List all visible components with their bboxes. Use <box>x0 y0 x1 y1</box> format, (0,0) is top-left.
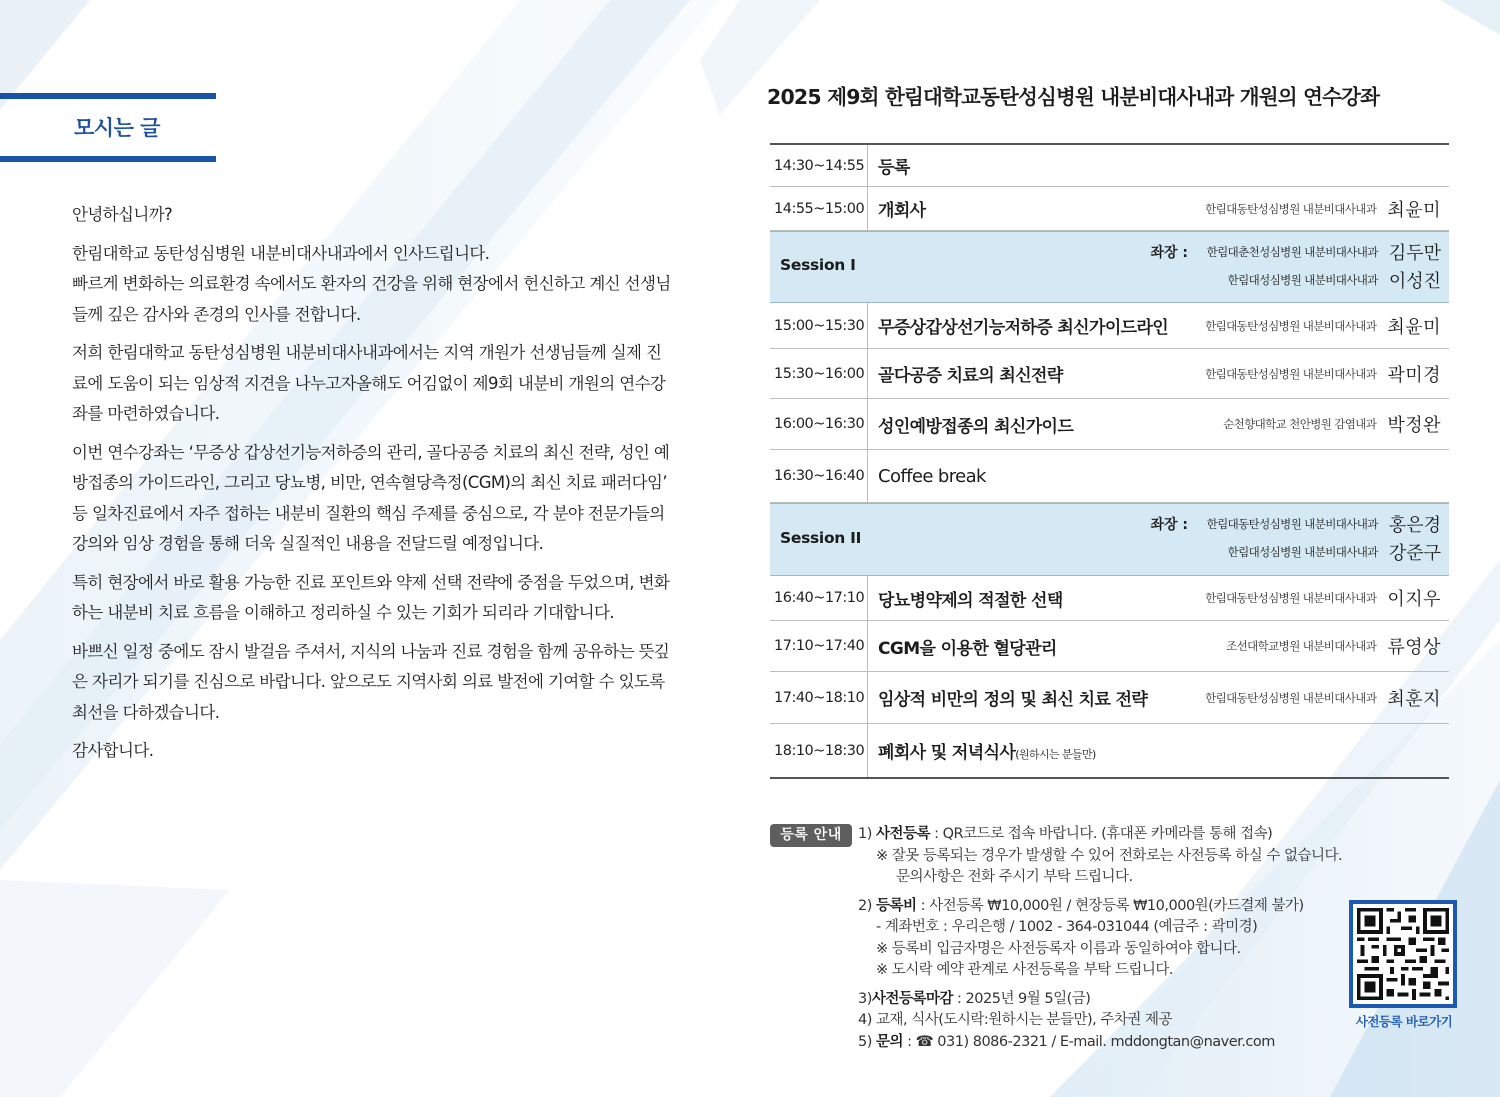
item-number: 5) <box>858 1033 872 1050</box>
section-title: 모시는 글 <box>74 116 160 140</box>
schedule-row <box>770 349 1449 399</box>
row-time: 17:40~18:10 <box>770 672 868 723</box>
schedule-row <box>770 187 1449 231</box>
topic-text: 폐회사 및 저녁식사 <box>878 743 1016 763</box>
row-time: 14:30~14:55 <box>770 145 868 186</box>
reg-note: ※ 잘못 등록되는 경우가 발생할 수 있어 전화로는 사전등록 하실 수 없습니다. <box>876 847 1343 864</box>
speaker <box>1205 585 1441 611</box>
chair-affiliation: 한림대성심병원 내분비대사내과 <box>1227 545 1378 559</box>
item-label: 문의 <box>876 1033 904 1050</box>
row-time: 16:40~17:10 <box>770 576 868 620</box>
speaker-affiliation: 한림대동탄성심병원 내분비대사내과 <box>1205 366 1377 381</box>
reg-note: ※ 도시락 예약 관계로 사전등록을 부탁 드립니다. <box>876 962 1174 978</box>
letter-paragraph: 감사합니다. <box>72 741 154 760</box>
speaker-affiliation: 한림대동탄성심병원 내분비대사내과 <box>1205 690 1377 705</box>
row-time: 16:00~16:30 <box>770 399 868 449</box>
speaker <box>1205 196 1441 222</box>
greeting: 안녕하십니까? <box>72 205 173 224</box>
schedule-row <box>770 303 1449 349</box>
row-time: 14:55~15:00 <box>770 187 868 230</box>
chair-label: 좌장 : <box>1150 517 1188 533</box>
schedule-table <box>770 143 1449 779</box>
chair <box>1207 239 1441 265</box>
topic-note: (원하시는 분들만) <box>1015 748 1096 761</box>
reg-item-1 <box>858 824 1458 846</box>
chair-name: 홍은경 <box>1388 515 1441 536</box>
reg-item-5 <box>858 1032 1458 1054</box>
chair <box>1207 511 1441 537</box>
program-title: 2025 제9회 한림대학교동탄성심병원 내분비대사내과 개원의 연수강좌 <box>767 85 1380 109</box>
schedule-row <box>770 399 1449 450</box>
title-bar-top <box>0 93 216 99</box>
item-text: : 2025년 9월 5일(금) <box>952 990 1091 1007</box>
reg-note: 문의사항은 전화 주시기 부탁 드립니다. <box>896 869 1133 885</box>
letter-paragraph: 특히 현장에서 바로 활용 가능한 진료 포인트와 약제 선택 전략에 중점을 두었으며, 변화하는 내분비 치료 흐름을 이해하고 정리하실 수 있는 기회가 되리라 기대합니다. <box>72 572 670 622</box>
speaker-affiliation: 한림대동탄성심병원 내분비대사내과 <box>1205 318 1377 333</box>
chair-name: 김두만 <box>1388 243 1441 264</box>
reg-note: - 계좌번호 : 우리은행 / 1002 - 364-031044 (예금주 : 곽미경) <box>876 919 1258 935</box>
row-topic: 무증상갑상선기능저하증 최신가이드라인 <box>878 318 1169 338</box>
speaker <box>1223 411 1441 437</box>
letter-paragraph: 이번 연수강좌는 ‘무증상 갑상선기능저하증의 관리, 골다공증 치료의 최신 전략, 성인 예방접종의 가이드라인, 그리고 당뇨병, 비만, 연속혈당측정(CGM)의 최신 치료 패러다임’ 등 일차진료에서 자주 접하는 내분비 질환의 핵심 주제를 중심으로, 각 분야 전문가들의 강의와 임상 경험을 통해 더욱 실질적인 내용을 전달드릴 예정입니다. <box>72 442 670 553</box>
item-text: : ☎ 031) 8086-2321 / E-mail. mddongtan@naver.com <box>903 1033 1275 1050</box>
item-text: : QR코드로 접속 바랍니다. (휴대폰 카메라를 통해 접속) <box>930 826 1273 842</box>
speaker <box>1205 685 1441 711</box>
session-name: Session II <box>780 529 862 547</box>
row-time: 15:00~15:30 <box>770 303 868 348</box>
speaker-name: 박정완 <box>1387 415 1441 436</box>
qr-link-label[interactable]: 사전등록 바로가기 <box>1355 1014 1453 1029</box>
chair-affiliation: 한림대성심병원 내분비대사내과 <box>1227 273 1378 287</box>
invitation-letter <box>0 0 740 1097</box>
registration-qr-code[interactable] <box>1349 900 1457 1008</box>
item-number: 3) <box>858 990 872 1007</box>
row-topic: 임상적 비만의 정의 및 최신 치료 전략 <box>878 690 1148 710</box>
chair-name: 이성진 <box>1388 271 1441 292</box>
row-topic <box>868 738 1449 763</box>
speaker <box>1226 633 1441 659</box>
speaker-affiliation: 한림대동탄성심병원 내분비대사내과 <box>1205 201 1377 216</box>
title-bar-bottom <box>0 156 216 162</box>
schedule-row <box>770 724 1449 779</box>
speaker <box>1205 313 1441 339</box>
schedule-row <box>770 672 1449 724</box>
qr-code-icon <box>1357 908 1449 1000</box>
schedule-row <box>770 621 1449 672</box>
item-label: 사전등록마감 <box>871 990 953 1007</box>
program-panel <box>760 0 1500 1097</box>
row-time: 16:30~16:40 <box>770 450 868 502</box>
letter-paragraph: 바쁘신 일정 중에도 잠시 발걸음 주셔서, 지식의 나눔과 진료 경험을 함께 공유하는 뜻깊은 자리가 되기를 진심으로 바랍니다. 앞으로도 지역사회 의료 발전에 기여할 수 있도록 최선을 다하겠습니다. <box>72 641 670 722</box>
schedule-row <box>770 450 1449 503</box>
speaker-name: 최윤미 <box>1387 199 1441 221</box>
speaker-name: 곽미경 <box>1387 364 1441 386</box>
registration-badge: 등록 안내 <box>770 824 852 847</box>
speaker-name: 최윤미 <box>1387 316 1441 338</box>
letter-body <box>72 200 672 775</box>
item-label: 사전등록 <box>876 826 931 842</box>
session-name: Session I <box>780 256 856 274</box>
row-time: 18:10~18:30 <box>770 724 868 777</box>
chair-affiliation: 한림대춘천성심병원 내분비대사내과 <box>1206 245 1378 259</box>
row-time: 17:10~17:40 <box>770 621 868 671</box>
reg-note: ※ 등록비 입금자명은 사전등록자 이름과 동일하여야 합니다. <box>876 940 1241 957</box>
item-text: : 사전등록 ₩10,000원 / 현장등록 ₩10,000원(카드결제 불가) <box>916 897 1304 914</box>
speaker-affiliation: 순천향대학교 천안병원 감염내과 <box>1223 417 1377 431</box>
row-time: 15:30~16:00 <box>770 349 868 398</box>
speaker-affiliation: 조선대학교병원 내분비대사내과 <box>1226 639 1377 653</box>
session-header-2 <box>770 503 1449 576</box>
row-topic: 골다공증 치료의 최신전략 <box>878 366 1063 386</box>
row-topic: 성인예방접종의 최신가이드 <box>878 416 1074 437</box>
speaker <box>1205 361 1441 387</box>
item-label: 등록비 <box>876 897 917 914</box>
letter-paragraph: 저희 한림대학교 동탄성심병원 내분비대사내과에서는 지역 개원가 선생님들께 실제 진료에 도움이 되는 임상적 지견을 나누고자올해도 어김없이 제9회 내분비 개원의 연수강좌를 마련하였습니다. <box>72 343 666 423</box>
row-topic: 등록 <box>878 158 910 178</box>
speaker-name: 최훈지 <box>1387 688 1441 710</box>
schedule-row <box>770 576 1449 621</box>
reg-item-4: 4) 교재, 식사(도시락:원하시는 분들만), 주차권 제공 <box>858 1012 1172 1028</box>
row-topic: 개회사 <box>878 201 926 221</box>
item-number: 1) <box>858 826 872 842</box>
row-topic: CGM을 이용한 혈당관리 <box>878 638 1057 659</box>
speaker-name: 이지우 <box>1387 589 1441 610</box>
speaker-name: 류영상 <box>1387 637 1441 658</box>
chair-label: 좌장 : <box>1150 245 1188 261</box>
session-header-1 <box>770 231 1449 303</box>
item-number: 2) <box>858 897 872 914</box>
chair-name: 강준구 <box>1388 543 1441 564</box>
row-topic: Coffee break <box>878 465 986 487</box>
letter-paragraph: 한림대학교 동탄성심병원 내분비대사내과에서 인사드립니다. 빠르게 변화하는 의료환경 속에서도 환자의 건강을 위해 현장에서 헌신하고 계신 선생님들께 깊은 감사와 존경의 인사를 전합니다. <box>72 243 671 324</box>
schedule-row <box>770 145 1449 187</box>
chair <box>1228 539 1441 565</box>
chair-affiliation: 한림대동탄성심병원 내분비대사내과 <box>1206 517 1378 531</box>
speaker-affiliation: 한림대동탄성심병원 내분비대사내과 <box>1205 591 1377 605</box>
row-topic: 당뇨병약제의 적절한 선택 <box>878 590 1063 611</box>
chair <box>1228 267 1441 293</box>
